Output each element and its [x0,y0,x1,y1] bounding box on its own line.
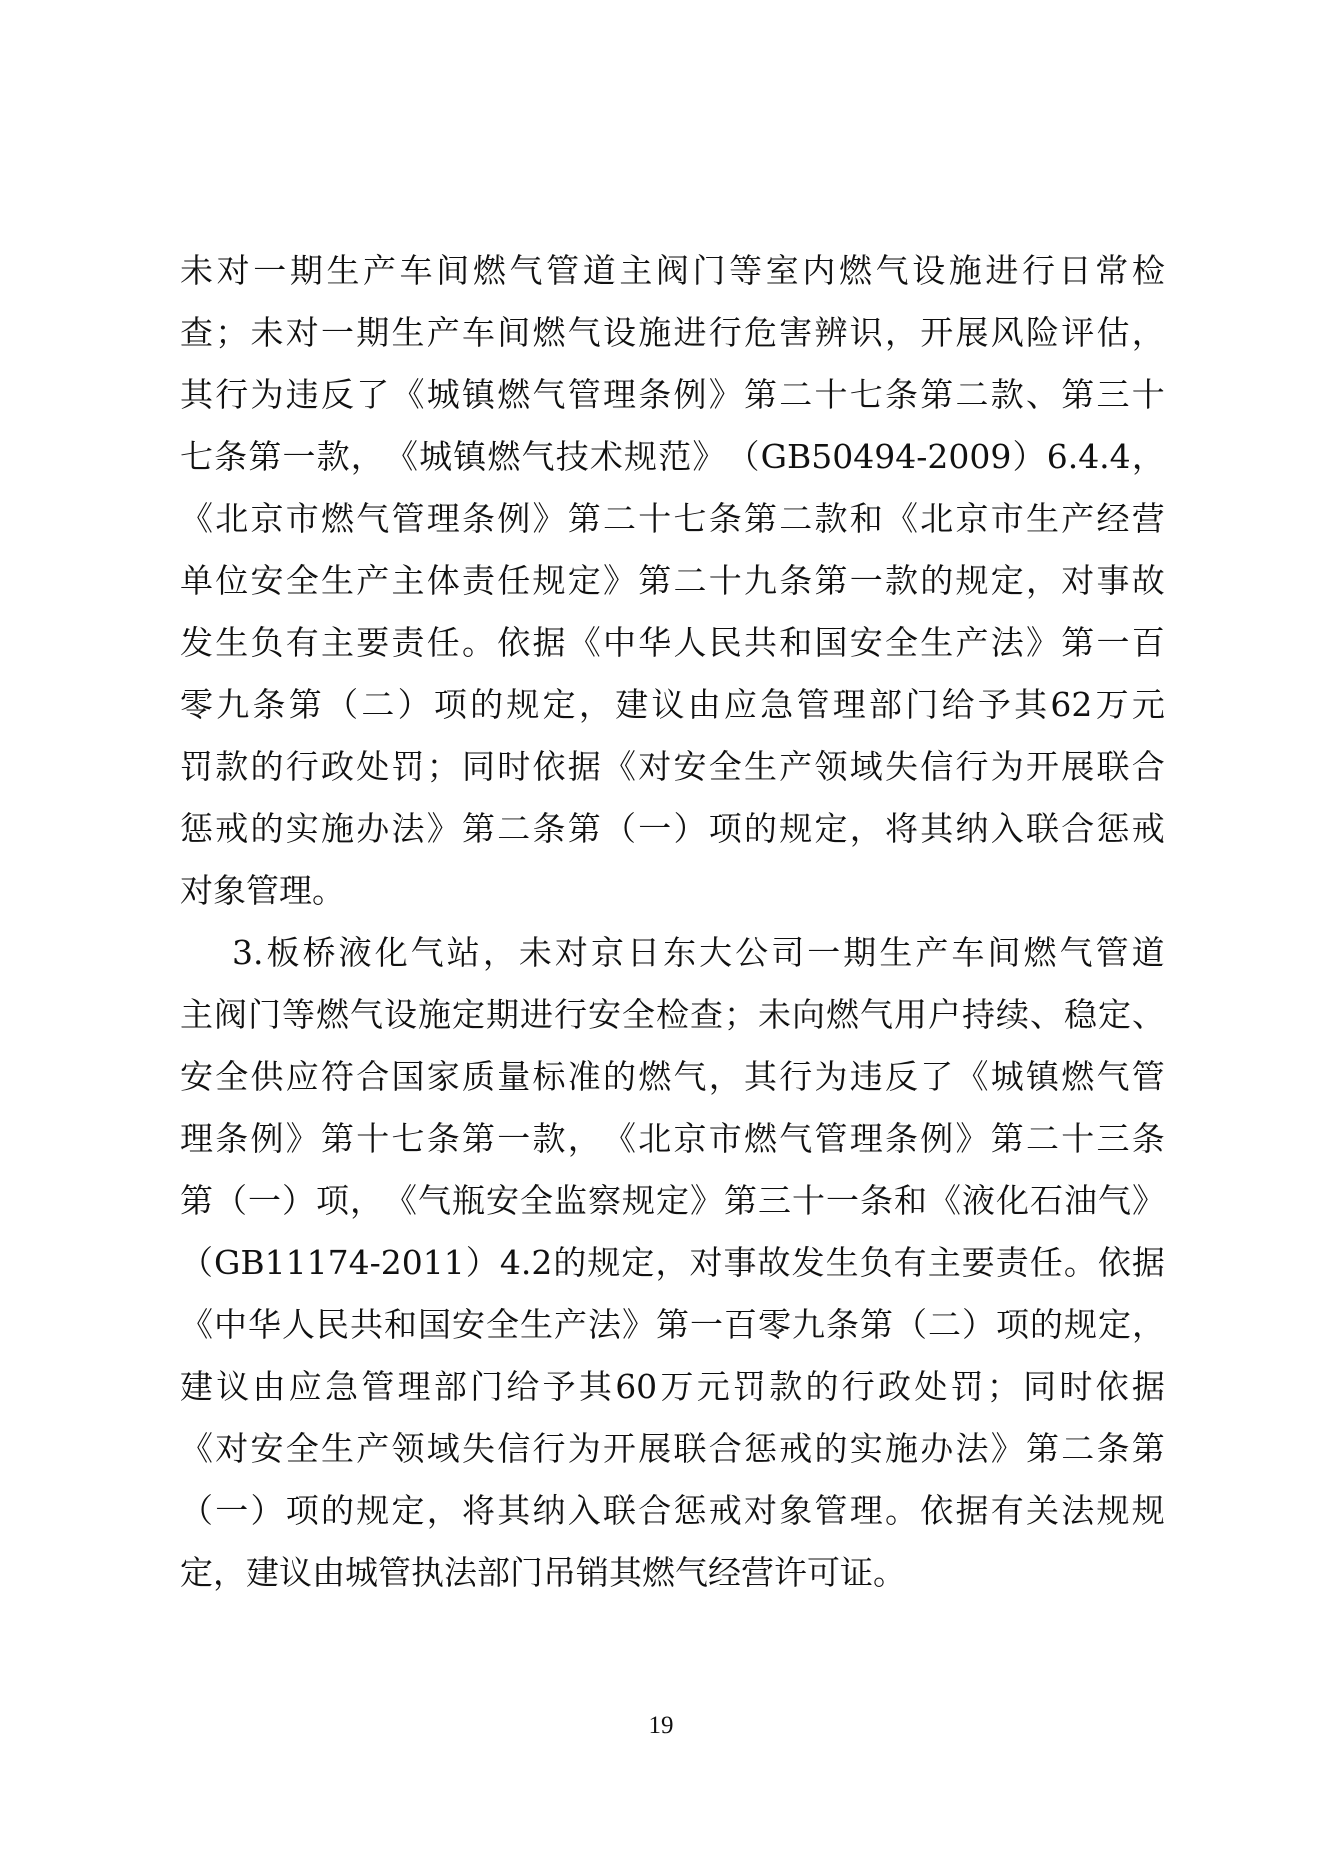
body-text [180,240,1165,1604]
text-line: 《 北 京 市 燃 气 管 理 条 例 》 第 二 十 七 条 第 二 款 和 《 北 京 市 生 产 经 营 [180,499,1165,538]
text-line: 发 生 负 有 主 要 责 任 。 依 据 《 中 华 人 民 共 和 国 安 全 生 产 法 》 第 一 百 [180,623,1165,662]
text-line: 零 九 条 第 （ 二 ） 项 的 规 定 ， 建 议 由 应 急 管 理 部 门 给 予 其 62 万 元 [180,685,1165,724]
text-line: （ 一 ） 项 的 规 定 ， 将 其 纳 入 联 合 惩 戒 对 象 管 理 。 依 据 有 关 法 规 规 [180,1491,1165,1530]
text-line: 理 条 例 》 第 十 七 条 第 一 款 ， 《 北 京 市 燃 气 管 理 条 例 》 第 二 十 三 条 [180,1119,1165,1158]
text-line: 3. 板 桥 液 化 气 站 ， 未 对 京 日 东 大 公 司 一 期 生 产 车 间 燃 气 管 道 [232,933,1165,972]
text-line: 安 全 供 应 符 合 国 家 质 量 标 准 的 燃 气 ， 其 行 为 违 反 了 《 城 镇 燃 气 管 [180,1057,1165,1096]
text-line: 未 对 一 期 生 产 车 间 燃 气 管 道 主 阀 门 等 室 内 燃 气 设 施 进 行 日 常 检 [180,251,1165,290]
text-line: 建 议 由 应 急 管 理 部 门 给 予 其 60 万 元 罚 款 的 行 政 处 罚 ； 同 时 依 据 [180,1367,1165,1406]
paragraph-2 [180,922,1165,1604]
text-line: 惩 戒 的 实 施 办 法 》 第 二 条 第 （ 一 ） 项 的 规 定 ， 将 其 纳 入 联 合 惩 戒 [180,809,1165,848]
text-line: 《 对 安 全 生 产 领 域 失 信 行 为 开 展 联 合 惩 戒 的 实 施 办 法 》 第 二 条 第 [180,1429,1165,1468]
page-number: 19 [648,1712,674,1739]
text-line: 七 条 第 一 款 ， 《 城 镇 燃 气 技 术 规 范 》 （ GB50494-2009 ） 6.4.4 ， [180,437,1165,476]
text-line: 单 位 安 全 生 产 主 体 责 任 规 定 》 第 二 十 九 条 第 一 款 的 规 定 ， 对 事 故 [180,561,1165,600]
text-line: 《 中 华 人 民 共 和 国 安 全 生 产 法 》 第 一 百 零 九 条 第 （ 二 ） 项 的 规 定 ， [180,1305,1165,1344]
text-line: 其 行 为 违 反 了 《 城 镇 燃 气 管 理 条 例 》 第 二 十 七 条 第 二 款 、 第 三 十 [180,375,1165,414]
text-line: 主 阀 门 等 燃 气 设 施 定 期 进 行 安 全 检 查 ； 未 向 燃 气 用 户 持 续 、 稳 定 、 [180,995,1165,1034]
text-line: （ GB11174-2011 ） 4.2 的 规 定 ， 对 事 故 发 生 负 有 主 要 责 任 。 依 据 [180,1243,1165,1282]
text-line: 第 （ 一 ） 项 ， 《 气 瓶 安 全 监 察 规 定 》 第 三 十 一 条 和 《 液 化 石 油 气 》 [180,1181,1165,1220]
paragraph-1 [180,240,1165,922]
text-line: 查 ； 未 对 一 期 生 产 车 间 燃 气 设 施 进 行 危 害 辨 识 ， 开 展 风 险 评 估 ， [180,313,1165,352]
text-line: 定 ， 建 议 由 城 管 执 法 部 门 吊 销 其 燃 气 经 营 许 可 证 。 [180,1553,906,1592]
text-line: 对 象 管 理 。 [180,871,345,910]
text-line: 罚 款 的 行 政 处 罚 ； 同 时 依 据 《 对 安 全 生 产 领 域 失 信 行 为 开 展 联 合 [180,747,1165,786]
